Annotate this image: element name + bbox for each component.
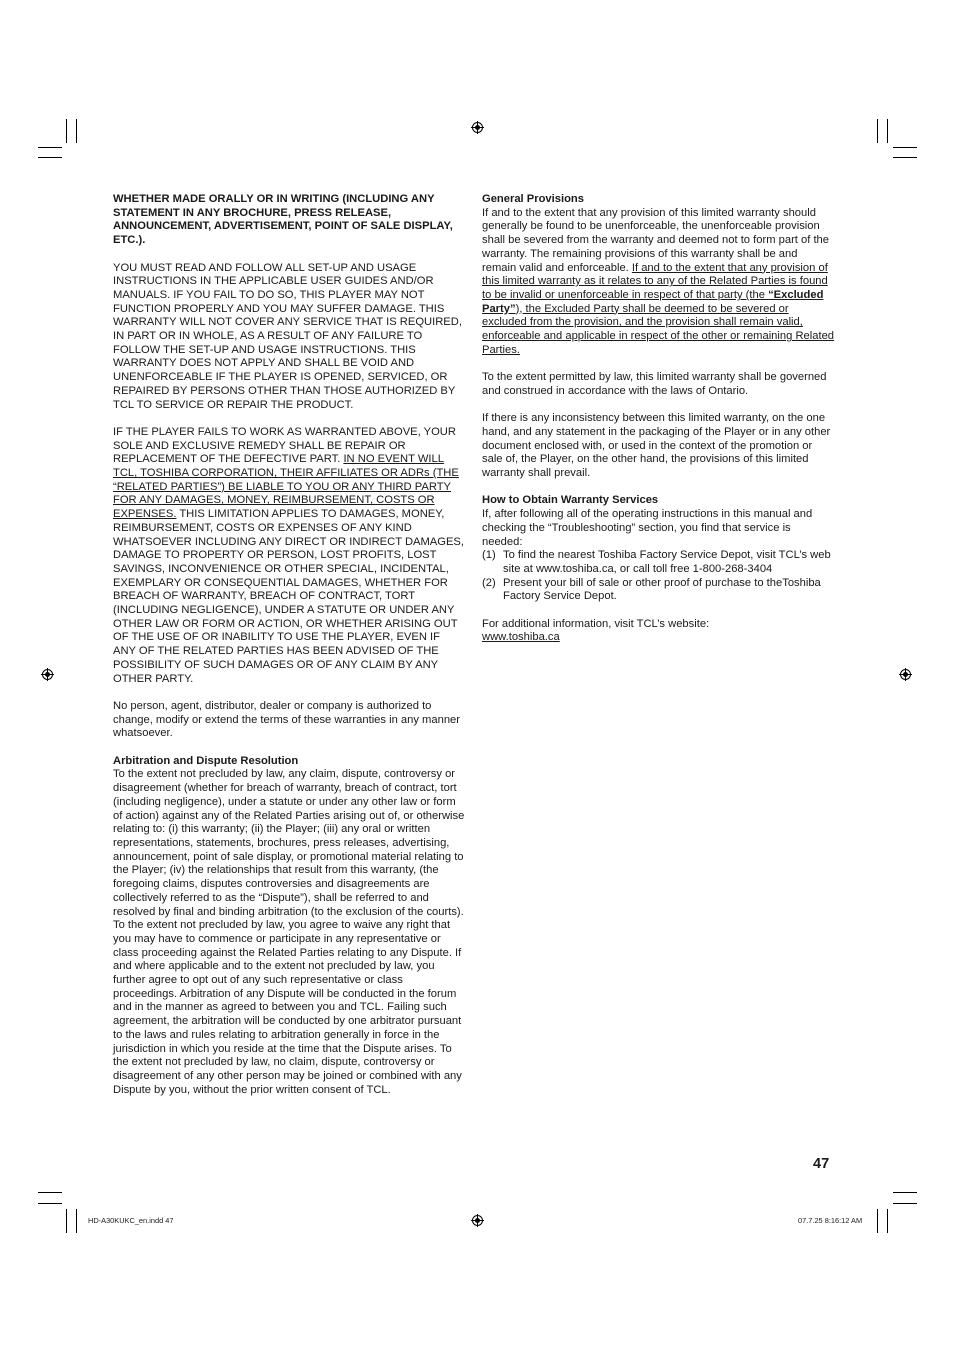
left-column <box>113 193 465 1111</box>
list-item <box>482 577 834 604</box>
registration-mark-icon <box>42 669 53 680</box>
arbitration-paragraph: To the extent not precluded by law, any claim, dispute, controversy or disagreement (whether for breach of warranty, breach of contract, tort (including negligence), under a statute or under any other law or form of action) against any of the Related Parties arising out of, or otherwise relating to: (i) this warranty; (ii) the Player; (iii) any oral or written representations, statements, brochures, press releases, advertising, announcement, point of sale display, or promotional material relating to the Player; (iv) the relationships that result from this warranty, (the foregoing claims, disputes controversies and disagreements are collectively referred to as the “Dispute”), shall be referred to and resolved by final and binding arbitration (to the exclusion of the courts). To the extent not precluded by law, you agree to waive any right that you may have to commence or participate in any representative or class proceeding against the Related Parties relating to any Dispute. If and where applicable and to the extent not precluded by law, you further agree to opt out of any such representative or class proceedings. Arbitration of any Dispute will be conducted in the forum and in the manner as agreed to between you and TCL. Failing such agreement, the arbitration will be conducted by one arbitrator pursuant to the laws and rules relating to arbitration generally in force in the jurisdiction in which you reside at the time that the Dispute arises. To the extent not precluded by law, no claim, dispute, controversy or disagreement of any other person may be joined or combined with any Dispute by you, without the prior written consent of TCL. <box>113 768 465 1096</box>
crop-mark <box>76 119 77 143</box>
crop-mark <box>887 1209 888 1233</box>
crop-mark <box>38 1192 62 1193</box>
crop-mark <box>887 119 888 143</box>
no-event-liability-text: IN NO EVENT WILL TCL, TOSHIBA CORPORATION, THEIR AFFILIATES OR ADRs (THE “RELATED PARTIES”) BE LIABLE TO YOU OR ANY THIRD PARTY FOR ANY DAMAGES, MONEY, REIMBURSEMENT, COSTS OR EXPENSES. <box>113 453 459 521</box>
service-steps-list <box>482 549 834 604</box>
timestamp-slug: 07.7.25 8:16:12 AM <box>798 1216 863 1225</box>
page-number: 47 <box>813 1156 830 1172</box>
excluded-party-term: “Excluded Party” <box>482 288 824 315</box>
limitation-of-liability-paragraph <box>113 426 465 686</box>
service-needed-paragraph: If, after following all of the operating instructions in this manual and checking the “Troubleshooting” section, you find that service is needed: <box>482 508 813 548</box>
additional-info-text: For additional information, visit TCL’s website: <box>482 617 710 630</box>
crop-mark <box>893 147 917 148</box>
severability-paragraph <box>482 207 834 358</box>
crop-mark <box>893 157 917 158</box>
severability-text: If and to the extent that any provision of this limited warranty should generally be found to be unenforceable, the unenforceable provision shall be severed from the warranty and deemed not to form part of the warranty. The remaining provisions of this warranty shall be and remain valid and enforceable. <box>482 206 829 274</box>
setup-instructions-paragraph: YOU MUST READ AND FOLLOW ALL SET-UP AND USAGE INSTRUCTIONS IN THE APPLICABLE USER GUIDES AND/OR MANUALS. IF YOU FAIL TO DO SO, THIS PLAYER MAY NOT FUNCTION PROPERLY AND YOU MAY SUFFER DAMAGE. THIS WARRANTY WILL NOT COVER ANY SERVICE THAT IS REQUIRED, IN PART OR IN WHOLE, AS A RESULT OF ANY FAILURE TO FOLLOW THE SET-UP AND USAGE INSTRUCTIONS. THIS WARRANTY DOES NOT APPLY AND SHALL BE VOID AND UNENFORCEABLE IF THE PLAYER IS OPENED, SERVICED, OR REPAIRED BY PERSONS OTHER THAN THOSE AUTHORIZED BY TCL TO SERVICE OR REPAIR THE PRODUCT. <box>113 261 462 411</box>
crop-mark <box>893 1203 917 1204</box>
remedy-text: IF THE PLAYER FAILS TO WORK AS WARRANTED ABOVE, YOUR SOLE AND EXCLUSIVE REMEDY SHALL BE REPAIR OR REPLACEMENT OF THE DEFECTIVE PART. <box>113 425 456 466</box>
arbitration-heading: Arbitration and Dispute Resolution <box>113 754 299 767</box>
inconsistency-paragraph: If there is any inconsistency between this limited warranty, on the one hand, and any statement in the packaging of the Player or in any other document enclosed with, or used in the context of the promotion or sale of, the Player, on the other hand, the provisions of this limited warranty shall prevail. <box>482 412 831 480</box>
right-column <box>482 193 834 645</box>
warranty-services-heading: How to Obtain Warranty Services <box>482 494 659 507</box>
crop-mark <box>76 1209 77 1233</box>
crop-mark <box>66 119 67 143</box>
crop-mark <box>877 1209 878 1233</box>
toshiba-website-link[interactable]: www.toshiba.ca <box>482 631 560 644</box>
crop-mark <box>66 1209 67 1233</box>
registration-mark-icon <box>472 122 483 133</box>
registration-mark-icon <box>900 669 911 680</box>
crop-mark <box>38 1203 62 1204</box>
file-slug: HD-A30KUKC_en.indd 47 <box>88 1216 174 1225</box>
list-item-text: Present your bill of sale or other proof of purchase to theToshiba Factory Service Depot. <box>503 576 821 603</box>
excluded-party-text-1: If and to the extent that any provision of this limited warranty as it relates to any of the Related Parties is found to be invalid or unenforceable in respect of that party (the <box>482 261 828 301</box>
registration-mark-icon <box>472 1215 483 1226</box>
list-item-number: (1) <box>482 549 496 562</box>
general-provisions-heading: General Provisions <box>482 193 584 205</box>
governing-law-paragraph: To the extent permitted by law, this limited warranty shall be governed and construed in accordance with the laws of Ontario. <box>482 371 827 397</box>
no-modification-paragraph: No person, agent, distributor, dealer or company is authorized to change, modify or extend the terms of these warranties in any manner whatsoever. <box>113 699 460 740</box>
crop-mark <box>38 157 62 158</box>
crop-mark <box>38 147 62 148</box>
crop-mark <box>893 1192 917 1193</box>
list-item-text: To find the nearest Toshiba Factory Service Depot, visit TCL’s web site at www.toshiba.ca, or call toll free 1-800-268-3404 <box>503 549 831 575</box>
warranty-disclaimer-heading: WHETHER MADE ORALLY OR IN WRITING (INCLUDING ANY STATEMENT IN ANY BROCHURE, PRESS RELEASE, ANNOUNCEMENT, ADVERTISEMENT, POINT OF SALE DISPLAY, ETC.). <box>113 193 453 247</box>
excluded-party-text-2: ), the Excluded Party shall be deemed to be severed or excluded from the provision, and the provision shall remain valid, enforceable and applicable in respect of the other or remaining Related Parties. <box>482 302 835 356</box>
list-item <box>482 549 834 576</box>
list-item-number: (2) <box>482 576 496 589</box>
crop-mark <box>877 119 878 143</box>
limitation-text: THIS LIMITATION APPLIES TO DAMAGES, MONEY, REIMBURSEMENT, COSTS OR EXPENSES OF ANY KIND WHATSOEVER INCLUDING ANY DIRECT OR INDIRECT DAMAGES, DAMAGE TO PROPERTY OR PERSON, LOST PROFITS, LOST SAVINGS, INCONVENIENCE OR OTHER SPECIAL, INCIDENTAL, EXEMPLARY OR CONSEQUENTIAL DAMAGES, WHETHER FOR BREACH OF WARRANTY, BREACH OF CONTRACT, TORT (INCLUDING NEGLIGENCE), UNDER A STATUTE OR UNDER ANY OTHER LAW OR FORM OR ACTION, OR WHETHER ARISING OUT OF THE USE OF OR INABILITY TO USE THE PLAYER, EVEN IF ANY OF THE RELATED PARTIES HAS BEEN ADVISED OF THE POSSIBILITY OF SUCH DAMAGES OR OF ANY CLAIM BY ANY OTHER PARTY. <box>113 508 465 685</box>
